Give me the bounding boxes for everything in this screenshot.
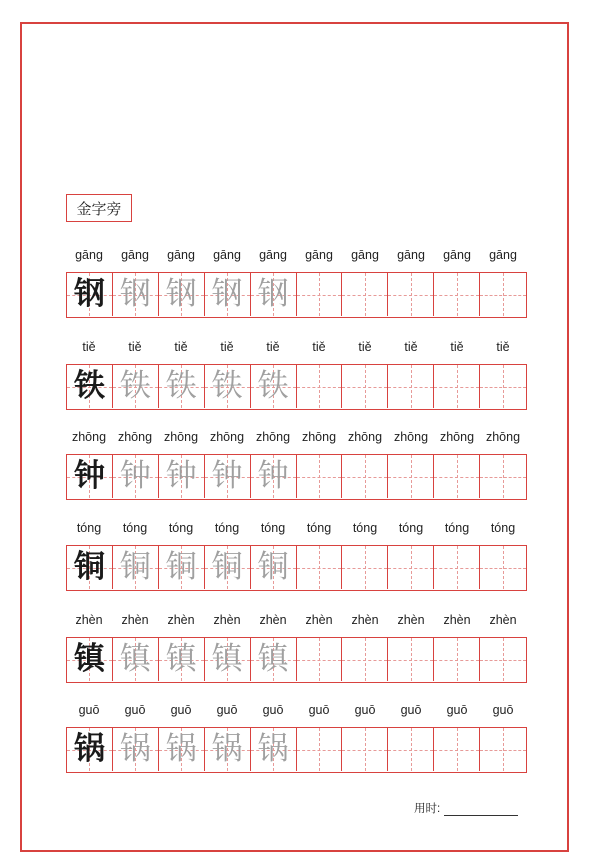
writing-grid: [66, 272, 527, 318]
tianzige-cell[interactable]: [388, 728, 434, 771]
tianzige-cell[interactable]: [434, 273, 480, 316]
model-character: 锅: [73, 731, 105, 767]
tianzige-cell[interactable]: [434, 546, 480, 589]
pinyin-text: tóng: [398, 521, 424, 535]
tianzige-cell: [159, 455, 205, 498]
tianzige-cell[interactable]: [342, 365, 388, 408]
practice-row: [66, 248, 526, 318]
tianzige-cell[interactable]: [342, 273, 388, 316]
trace-character: 钢: [165, 276, 197, 312]
tianzige-cell[interactable]: [434, 728, 480, 771]
trace-character: 钟: [211, 458, 243, 494]
pinyin-line: [66, 703, 526, 723]
trace-character: 锅: [119, 731, 151, 767]
practice-row: [66, 340, 526, 410]
tianzige-cell[interactable]: [342, 546, 388, 589]
pinyin-text: tóng: [76, 521, 102, 535]
trace-character: 锅: [257, 731, 289, 767]
trace-character: 镇: [257, 641, 289, 677]
pinyin-line: [66, 248, 526, 268]
pinyin-text: guō: [78, 703, 100, 717]
model-character: 钟: [73, 458, 105, 494]
pinyin-text: zhèn: [443, 613, 471, 627]
pinyin-text: tiě: [220, 340, 234, 354]
pinyin-text: zhōng: [301, 430, 337, 444]
tianzige-cell[interactable]: [297, 273, 343, 316]
tianzige-cell: [67, 638, 113, 681]
tianzige-cell[interactable]: [342, 638, 388, 681]
tianzige-cell[interactable]: [342, 455, 388, 498]
pinyin-text: zhōng: [209, 430, 245, 444]
pinyin-text: tiě: [450, 340, 464, 354]
pinyin-text: guō: [446, 703, 468, 717]
tianzige-cell: [67, 546, 113, 589]
practice-row: [66, 703, 526, 773]
pinyin-text: tóng: [306, 521, 332, 535]
pinyin-text: zhōng: [163, 430, 199, 444]
trace-character: 锅: [211, 731, 243, 767]
tianzige-cell[interactable]: [297, 728, 343, 771]
pinyin-text: tiě: [404, 340, 418, 354]
timer-label: 用时:: [414, 803, 441, 815]
tianzige-cell: [251, 546, 297, 589]
pinyin-line: [66, 430, 526, 450]
tianzige-cell: [205, 546, 251, 589]
pinyin-text: zhèn: [213, 613, 241, 627]
pinyin-text: guō: [262, 703, 284, 717]
pinyin-text: tiě: [174, 340, 188, 354]
tianzige-cell: [113, 365, 159, 408]
pinyin-text: tiě: [358, 340, 372, 354]
tianzige-cell[interactable]: [434, 365, 480, 408]
tianzige-cell[interactable]: [434, 455, 480, 498]
pinyin-text: zhōng: [485, 430, 521, 444]
tianzige-cell[interactable]: [297, 455, 343, 498]
pinyin-text: zhèn: [121, 613, 149, 627]
pinyin-text: tiě: [496, 340, 510, 354]
writing-grid: [66, 545, 527, 591]
tianzige-cell[interactable]: [297, 638, 343, 681]
tianzige-cell: [159, 273, 205, 316]
pinyin-text: tóng: [122, 521, 148, 535]
pinyin-text: gāng: [121, 248, 149, 262]
practice-row: [66, 613, 526, 683]
pinyin-text: tiě: [312, 340, 326, 354]
pinyin-text: gāng: [75, 248, 103, 262]
tianzige-cell: [113, 273, 159, 316]
tianzige-cell: [67, 728, 113, 771]
trace-character: 铁: [119, 368, 151, 404]
tianzige-cell: [113, 638, 159, 681]
tianzige-cell[interactable]: [342, 728, 388, 771]
tianzige-cell[interactable]: [297, 546, 343, 589]
pinyin-text: zhōng: [393, 430, 429, 444]
pinyin-text: zhèn: [489, 613, 517, 627]
trace-character: 镇: [165, 641, 197, 677]
tianzige-cell: [251, 365, 297, 408]
pinyin-text: tiě: [128, 340, 142, 354]
trace-character: 钢: [257, 276, 289, 312]
tianzige-cell: [159, 638, 205, 681]
tianzige-cell[interactable]: [388, 455, 434, 498]
pinyin-text: zhèn: [397, 613, 425, 627]
pinyin-text: gāng: [443, 248, 471, 262]
pinyin-line: [66, 613, 526, 633]
pinyin-text: zhōng: [255, 430, 291, 444]
trace-character: 钢: [119, 276, 151, 312]
timer-blank[interactable]: [444, 803, 518, 816]
timer-field: [414, 800, 518, 816]
writing-grid: [66, 727, 527, 773]
pinyin-text: zhèn: [305, 613, 333, 627]
pinyin-text: gāng: [305, 248, 333, 262]
pinyin-text: zhōng: [347, 430, 383, 444]
pinyin-text: zhèn: [167, 613, 195, 627]
tianzige-cell: [113, 728, 159, 771]
pinyin-text: gāng: [213, 248, 241, 262]
tianzige-cell[interactable]: [480, 638, 526, 681]
practice-row: [66, 521, 526, 591]
pinyin-text: guō: [308, 703, 330, 717]
tianzige-cell[interactable]: [480, 546, 526, 589]
pinyin-text: guō: [216, 703, 238, 717]
tianzige-cell: [251, 455, 297, 498]
pinyin-text: zhōng: [117, 430, 153, 444]
tianzige-cell: [113, 455, 159, 498]
pinyin-line: [66, 521, 526, 541]
tianzige-cell: [205, 273, 251, 316]
writing-grid: [66, 454, 527, 500]
pinyin-text: tóng: [260, 521, 286, 535]
pinyin-text: zhèn: [351, 613, 379, 627]
trace-character: 铁: [257, 368, 289, 404]
pinyin-text: tóng: [168, 521, 194, 535]
tianzige-cell: [159, 728, 205, 771]
model-character: 铜: [73, 549, 105, 585]
tianzige-cell[interactable]: [388, 546, 434, 589]
pinyin-text: guō: [400, 703, 422, 717]
model-character: 镇: [73, 641, 105, 677]
pinyin-text: guō: [492, 703, 514, 717]
tianzige-cell: [251, 728, 297, 771]
tianzige-cell[interactable]: [480, 273, 526, 316]
trace-character: 镇: [119, 641, 151, 677]
tianzige-cell[interactable]: [434, 638, 480, 681]
pinyin-text: tóng: [352, 521, 378, 535]
trace-character: 锅: [165, 731, 197, 767]
tianzige-cell[interactable]: [388, 365, 434, 408]
radical-label: 金字旁: [66, 194, 132, 222]
pinyin-text: gāng: [259, 248, 287, 262]
pinyin-text: zhōng: [71, 430, 107, 444]
pinyin-text: gāng: [351, 248, 379, 262]
pinyin-text: tóng: [490, 521, 516, 535]
tianzige-cell: [67, 455, 113, 498]
trace-character: 铜: [211, 549, 243, 585]
tianzige-cell[interactable]: [297, 365, 343, 408]
tianzige-cell: [205, 365, 251, 408]
pinyin-text: guō: [354, 703, 376, 717]
trace-character: 钟: [119, 458, 151, 494]
model-character: 钢: [73, 276, 105, 312]
trace-character: 铜: [257, 549, 289, 585]
pinyin-text: tiě: [82, 340, 96, 354]
pinyin-text: guō: [170, 703, 192, 717]
trace-character: 钟: [257, 458, 289, 494]
pinyin-text: zhèn: [75, 613, 103, 627]
tianzige-cell: [113, 546, 159, 589]
trace-character: 铜: [119, 549, 151, 585]
tianzige-cell: [251, 273, 297, 316]
pinyin-text: gāng: [397, 248, 425, 262]
tianzige-cell: [159, 365, 205, 408]
tianzige-cell[interactable]: [388, 638, 434, 681]
writing-grid: [66, 364, 527, 410]
trace-character: 铜: [165, 549, 197, 585]
writing-grid: [66, 637, 527, 683]
trace-character: 铁: [165, 368, 197, 404]
pinyin-text: guō: [124, 703, 146, 717]
tianzige-cell: [67, 365, 113, 408]
tianzige-cell: [159, 546, 205, 589]
tianzige-cell: [205, 455, 251, 498]
pinyin-line: [66, 340, 526, 360]
pinyin-text: zhōng: [439, 430, 475, 444]
trace-character: 镇: [211, 641, 243, 677]
tianzige-cell[interactable]: [480, 728, 526, 771]
trace-character: 铁: [211, 368, 243, 404]
tianzige-cell: [205, 638, 251, 681]
tianzige-cell[interactable]: [388, 273, 434, 316]
practice-row: [66, 430, 526, 500]
tianzige-cell: [205, 728, 251, 771]
tianzige-cell: [67, 273, 113, 316]
pinyin-text: zhèn: [259, 613, 287, 627]
pinyin-text: gāng: [489, 248, 517, 262]
model-character: 铁: [73, 368, 105, 404]
pinyin-text: tóng: [444, 521, 470, 535]
tianzige-cell: [251, 638, 297, 681]
pinyin-text: tiě: [266, 340, 280, 354]
trace-character: 钢: [211, 276, 243, 312]
tianzige-cell[interactable]: [480, 455, 526, 498]
trace-character: 钟: [165, 458, 197, 494]
pinyin-text: tóng: [214, 521, 240, 535]
pinyin-text: gāng: [167, 248, 195, 262]
tianzige-cell[interactable]: [480, 365, 526, 408]
